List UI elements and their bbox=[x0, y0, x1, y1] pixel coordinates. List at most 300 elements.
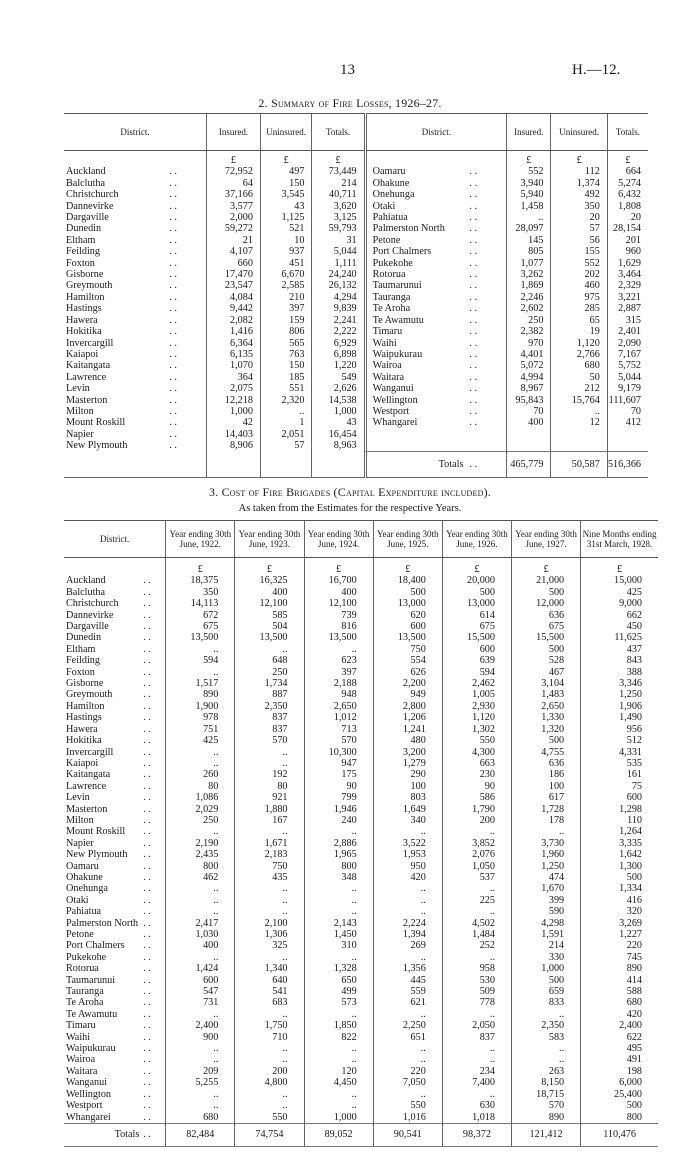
amount-cell: 1,591 bbox=[511, 929, 580, 940]
amount-cell: 3,620 bbox=[312, 201, 365, 212]
amount-cell: 837 bbox=[235, 712, 304, 723]
table-row: Wairoa . . .. .. .. .. .. .. 491 bbox=[64, 1054, 658, 1065]
amount-cell: .. bbox=[166, 826, 235, 837]
table-row: Dargaville . . 675 504 816 600 675 675 450 bbox=[64, 621, 658, 632]
table-row: Kaiapoi . . .. .. 947 1,279 663 636 535 bbox=[64, 758, 658, 769]
amount-cell: 2,887 bbox=[607, 303, 648, 314]
amount-cell: 2,400 bbox=[166, 1020, 235, 1031]
amount-cell: 202 bbox=[551, 269, 607, 280]
amount-cell: 651 bbox=[373, 1032, 442, 1043]
district-name: Taumarunui bbox=[365, 280, 469, 291]
amount-cell: 200 bbox=[235, 1066, 304, 1077]
pound-sign: £ bbox=[551, 151, 607, 167]
amount-cell: 745 bbox=[581, 952, 658, 963]
amount-cell: 15,000 bbox=[581, 575, 658, 586]
district-name: Te Awamutu bbox=[66, 1008, 118, 1020]
amount-cell: 1,450 bbox=[304, 929, 373, 940]
currency-row bbox=[64, 151, 648, 167]
table-row: Te Awamutu . . .. .. .. .. .. .. 420 bbox=[64, 1009, 658, 1020]
amount-cell: 2,417 bbox=[166, 918, 235, 929]
amount-cell: 397 bbox=[260, 303, 312, 314]
amount-cell: .. bbox=[235, 952, 304, 963]
amount-cell: 636 bbox=[511, 758, 580, 769]
amount-cell: .. bbox=[304, 826, 373, 837]
amount-cell: 175 bbox=[304, 769, 373, 780]
amount-cell: 500 bbox=[511, 975, 580, 986]
amount-cell: 521 bbox=[260, 223, 312, 234]
amount-cell: 623 bbox=[304, 655, 373, 666]
amount-cell: 13,000 bbox=[442, 598, 511, 609]
amount-cell: 5,274 bbox=[607, 178, 648, 189]
amount-cell: 958 bbox=[442, 963, 511, 974]
table-row: Lawrence . . 364 185 549 Waitara . . 4,994 50 5,044 bbox=[64, 372, 648, 383]
district-name: Foxton bbox=[66, 257, 95, 269]
amount-cell: 816 bbox=[304, 621, 373, 632]
table-row: Christchurch . . 14,113 12,100 12,100 13,000 13,000 12,000 9,000 bbox=[64, 598, 658, 609]
amount-cell: 590 bbox=[511, 906, 580, 917]
amount-cell: 3,335 bbox=[581, 838, 658, 849]
amount-cell: 250 bbox=[507, 315, 551, 326]
amount-cell: 70 bbox=[507, 406, 551, 417]
district-name: Dargaville bbox=[66, 212, 109, 224]
amount-cell: 50 bbox=[551, 372, 607, 383]
amount-cell: 42 bbox=[207, 417, 261, 428]
district-name: Te Awamutu bbox=[365, 315, 469, 326]
amount-cell: 1,000 bbox=[312, 406, 365, 417]
amount-cell: 663 bbox=[442, 758, 511, 769]
totals-label: Totals bbox=[365, 452, 469, 478]
district-name: Balclutha bbox=[66, 177, 106, 189]
district-name: Hamilton bbox=[66, 700, 105, 712]
amount-cell: 565 bbox=[260, 338, 312, 349]
amount-cell: 414 bbox=[581, 975, 658, 986]
table-row: Timaru . . 2,400 1,750 1,850 2,250 2,050 2,350 2,400 bbox=[64, 1020, 658, 1031]
district-name: Rotorua bbox=[365, 269, 469, 280]
table-row: Auckland . . 72,952 497 73,449 Oamaru . . 552 112 664 bbox=[64, 166, 648, 177]
amount-cell: 6,670 bbox=[260, 269, 312, 280]
amount-cell: 2,650 bbox=[511, 701, 580, 712]
district-name: Port Chalmers bbox=[365, 246, 469, 257]
table-row: Greymouth . . 23,547 2,585 26,132 Taumarunui . . 1,869 460 2,329 bbox=[64, 280, 648, 291]
table-row: Foxton . . 660 451 1,111 Pukekohe . . 1,077 552 1,629 bbox=[64, 258, 648, 269]
amount-cell: 1,808 bbox=[607, 201, 648, 212]
amount-cell: 537 bbox=[442, 872, 511, 883]
amount-cell: 620 bbox=[373, 610, 442, 621]
amount-cell: .. bbox=[235, 1054, 304, 1065]
district-name: Westport bbox=[66, 1100, 103, 1112]
amount-cell: 1,111 bbox=[312, 258, 365, 269]
amount-cell: 57 bbox=[260, 440, 312, 451]
amount-cell: 617 bbox=[511, 792, 580, 803]
amount-cell: 325 bbox=[235, 940, 304, 951]
table-row: Feilding . . 594 648 623 554 639 528 843 bbox=[64, 655, 658, 666]
amount-cell: .. bbox=[373, 826, 442, 837]
district-name: Greymouth bbox=[66, 280, 113, 292]
district-name: Waitara bbox=[66, 1065, 98, 1077]
amount-cell: 28,154 bbox=[607, 223, 648, 234]
amount-cell: 425 bbox=[581, 587, 658, 598]
amount-cell: 8,963 bbox=[312, 440, 365, 451]
district-name: Port Chalmers bbox=[66, 940, 125, 952]
amount-cell: 570 bbox=[235, 735, 304, 746]
amount-cell: .. bbox=[166, 667, 235, 678]
table-row: Tauranga . . 547 541 499 559 509 659 588 bbox=[64, 986, 658, 997]
amount-cell: 3,730 bbox=[511, 838, 580, 849]
amount-cell: 209 bbox=[166, 1066, 235, 1077]
district-name: Hawera bbox=[66, 723, 98, 735]
amount-cell: .. bbox=[373, 1089, 442, 1100]
header-1925: Year ending 30th June, 1925. bbox=[373, 521, 442, 558]
amount-cell: 6,135 bbox=[207, 349, 261, 360]
amount-cell: 185 bbox=[260, 372, 312, 383]
amount-cell: 43 bbox=[312, 417, 365, 428]
district-name: Gisborne bbox=[66, 269, 104, 281]
district-name: Wanganui bbox=[66, 1077, 108, 1089]
district-name: New Plymouth bbox=[66, 440, 128, 452]
district-name: Hastings bbox=[66, 303, 102, 315]
amount-cell: 21 bbox=[207, 235, 261, 246]
district-name: Onehunga bbox=[66, 883, 108, 895]
amount-cell: 15,764 bbox=[551, 395, 607, 406]
amount-cell: 3,269 bbox=[581, 918, 658, 929]
amount-cell: 12,218 bbox=[207, 395, 261, 406]
amount-cell: 6,929 bbox=[312, 338, 365, 349]
amount-cell: 1,869 bbox=[507, 280, 551, 291]
amount-cell: .. bbox=[442, 1089, 511, 1100]
amount-cell: 4,502 bbox=[442, 918, 511, 929]
amount-cell: 2,050 bbox=[442, 1020, 511, 1031]
amount-cell: 21,000 bbox=[511, 575, 580, 586]
amount-cell: 59,272 bbox=[207, 223, 261, 234]
total-cell: 110,476 bbox=[581, 1123, 658, 1146]
amount-cell: .. bbox=[235, 1100, 304, 1111]
table-row: Rotorua . . 1,424 1,340 1,328 1,356 958 1,000 890 bbox=[64, 963, 658, 974]
amount-cell: 1,300 bbox=[581, 861, 658, 872]
amount-cell: 1,000 bbox=[304, 1112, 373, 1124]
district-name: Wellington bbox=[66, 1088, 112, 1100]
amount-cell: 4,401 bbox=[507, 349, 551, 360]
amount-cell: 2,246 bbox=[507, 292, 551, 303]
pound-sign: £ bbox=[207, 151, 261, 167]
amount-cell: 950 bbox=[373, 861, 442, 872]
table-row: Gisborne . . 17,470 6,670 24,240 Rotorua . . 3,262 202 3,464 bbox=[64, 269, 648, 280]
district-name: Eltham bbox=[66, 234, 96, 246]
amount-cell: 350 bbox=[551, 201, 607, 212]
amount-cell: 155 bbox=[551, 246, 607, 257]
table-row: Balclutha . . 350 400 400 500 500 500 425 bbox=[64, 587, 658, 598]
table-row: Ohakune . . 462 435 348 420 537 474 500 bbox=[64, 872, 658, 883]
amount-cell: 800 bbox=[304, 861, 373, 872]
amount-cell: 420 bbox=[581, 1009, 658, 1020]
amount-cell: 90 bbox=[304, 781, 373, 792]
amount-cell: 1,298 bbox=[581, 804, 658, 815]
amount-cell: 145 bbox=[507, 235, 551, 246]
district-name: Petone bbox=[66, 929, 94, 940]
amount-cell: 2,320 bbox=[260, 395, 312, 406]
header-totals-left: Totals. bbox=[312, 114, 365, 151]
district-name: Masterton bbox=[66, 394, 108, 406]
total-cell: 121,412 bbox=[511, 1123, 580, 1146]
pound-sign: £ bbox=[581, 558, 658, 576]
amount-cell: 2,241 bbox=[312, 315, 365, 326]
district-name: Dargaville bbox=[66, 621, 109, 633]
amount-cell: 2,082 bbox=[207, 315, 261, 326]
table-row: Pukekohe . . .. .. .. .. .. 330 745 bbox=[64, 952, 658, 963]
amount-cell: 5,940 bbox=[507, 189, 551, 200]
district-name: Wairoa bbox=[66, 1054, 96, 1066]
amount-cell: .. bbox=[235, 1089, 304, 1100]
table-row: Masterton . . 12,218 2,320 14,538 Wellington . . 95,843 15,764 111,607 bbox=[64, 395, 648, 406]
amount-cell: 500 bbox=[511, 735, 580, 746]
amount-cell: 799 bbox=[304, 792, 373, 803]
amount-cell: .. bbox=[442, 1043, 511, 1054]
amount-cell: .. bbox=[442, 952, 511, 963]
amount-cell: 2,650 bbox=[304, 701, 373, 712]
amount-cell: 260 bbox=[166, 769, 235, 780]
header-district: District. bbox=[64, 521, 166, 558]
amount-cell: 1,120 bbox=[551, 338, 607, 349]
amount-cell: 1,250 bbox=[581, 689, 658, 700]
amount-cell: 263 bbox=[511, 1066, 580, 1077]
amount-cell: 310 bbox=[304, 940, 373, 951]
amount-cell: 178 bbox=[511, 815, 580, 826]
amount-cell: 680 bbox=[551, 360, 607, 371]
amount-cell: 1,000 bbox=[511, 963, 580, 974]
amount-cell: 499 bbox=[304, 986, 373, 997]
amount-cell: 192 bbox=[235, 769, 304, 780]
amount-cell: 3,346 bbox=[581, 678, 658, 689]
district-name: Christchurch bbox=[66, 189, 119, 201]
table-row: Waitara . . 209 200 120 220 234 263 198 bbox=[64, 1066, 658, 1077]
amount-cell: 4,294 bbox=[312, 292, 365, 303]
amount-cell: .. bbox=[166, 1089, 235, 1100]
amount-cell: 445 bbox=[373, 975, 442, 986]
amount-cell: 1,077 bbox=[507, 258, 551, 269]
amount-cell: 1,220 bbox=[312, 360, 365, 371]
pound-sign: £ bbox=[166, 558, 235, 576]
amount-cell: 805 bbox=[507, 246, 551, 257]
district-name: Oamaru bbox=[365, 166, 469, 177]
amount-cell: 167 bbox=[235, 815, 304, 826]
amount-cell: 549 bbox=[312, 372, 365, 383]
table-row: Hastings . . 9,442 397 9,839 Te Aroha . . 2,602 285 2,887 bbox=[64, 303, 648, 314]
pound-sign: £ bbox=[607, 151, 648, 167]
amount-cell: 7,400 bbox=[442, 1077, 511, 1088]
amount-cell: 495 bbox=[581, 1043, 658, 1054]
amount-cell: 110 bbox=[581, 815, 658, 826]
amount-cell: 1,330 bbox=[511, 712, 580, 723]
amount-cell: 460 bbox=[551, 280, 607, 291]
district-name: Waihi bbox=[365, 338, 469, 349]
amount-cell: 100 bbox=[511, 781, 580, 792]
pound-sign: £ bbox=[511, 558, 580, 576]
amount-cell: 1,850 bbox=[304, 1020, 373, 1031]
pound-sign: £ bbox=[373, 558, 442, 576]
district-name: Auckland bbox=[66, 166, 106, 178]
amount-cell: 364 bbox=[207, 372, 261, 383]
amount-cell: .. bbox=[235, 644, 304, 655]
amount-cell: 28,097 bbox=[507, 223, 551, 234]
amount-cell: 552 bbox=[507, 166, 551, 177]
amount-cell: 1,642 bbox=[581, 849, 658, 860]
amount-cell: .. bbox=[442, 883, 511, 894]
amount-cell: 18,375 bbox=[166, 575, 235, 586]
district-name: Kaitangata bbox=[66, 769, 111, 781]
district-name: Te Aroha bbox=[66, 997, 104, 1009]
district-name: Hastings bbox=[66, 712, 102, 724]
header-1927: Year ending 30th June, 1927. bbox=[511, 521, 580, 558]
amount-cell: 252 bbox=[442, 940, 511, 951]
amount-cell: 948 bbox=[304, 689, 373, 700]
amount-cell: 2,350 bbox=[511, 1020, 580, 1031]
amount-cell: 541 bbox=[235, 986, 304, 997]
document-reference: H.—12. bbox=[572, 62, 621, 78]
amount-cell: 2,183 bbox=[235, 849, 304, 860]
amount-cell: 1,734 bbox=[235, 678, 304, 689]
amount-cell: 400 bbox=[166, 940, 235, 951]
amount-cell: 4,755 bbox=[511, 747, 580, 758]
amount-cell: 230 bbox=[442, 769, 511, 780]
amount-cell: 2,090 bbox=[607, 338, 648, 349]
district-name: Wanganui bbox=[365, 383, 469, 394]
amount-cell: 552 bbox=[551, 258, 607, 269]
amount-cell: 2,585 bbox=[260, 280, 312, 291]
amount-cell: 1,458 bbox=[507, 201, 551, 212]
cost-title: 3. Cost of Fire Brigades (Capital Expenditure included). bbox=[208, 485, 491, 499]
header-1924: Year ending 30th June, 1924. bbox=[304, 521, 373, 558]
table-row: Te Aroha . . 731 683 573 621 778 833 680 bbox=[64, 997, 658, 1008]
amount-cell: .. bbox=[304, 1054, 373, 1065]
amount-cell: 921 bbox=[235, 792, 304, 803]
amount-cell: 13,500 bbox=[304, 632, 373, 643]
amount-cell: 340 bbox=[373, 815, 442, 826]
amount-cell: 822 bbox=[304, 1032, 373, 1043]
amount-cell: 554 bbox=[373, 655, 442, 666]
summary-title: 2. Summary of Fire Losses, 1926–27. bbox=[258, 96, 442, 110]
amount-cell: 37,166 bbox=[207, 189, 261, 200]
district-name: Ohakune bbox=[365, 178, 469, 189]
district-name: Timaru bbox=[365, 326, 469, 337]
amount-cell: 664 bbox=[607, 166, 648, 177]
header-1923: Year ending 30th June, 1923. bbox=[235, 521, 304, 558]
amount-cell: 14,113 bbox=[166, 598, 235, 609]
amount-cell: 2,143 bbox=[304, 918, 373, 929]
amount-cell: 2,250 bbox=[373, 1020, 442, 1031]
district-name: Greymouth bbox=[66, 689, 113, 701]
cost-subtitle: As taken from the Estimates for the respective Years. bbox=[238, 503, 462, 514]
amount-cell: 7,167 bbox=[607, 349, 648, 360]
district-name: Gisborne bbox=[66, 678, 104, 690]
amount-cell: 947 bbox=[304, 758, 373, 769]
amount-cell: 2,602 bbox=[507, 303, 551, 314]
amount-cell: 1,880 bbox=[235, 804, 304, 815]
amount-cell: 500 bbox=[511, 587, 580, 598]
amount-cell: 10,300 bbox=[304, 747, 373, 758]
amount-cell: 2,626 bbox=[312, 383, 365, 394]
totals-label: Totals bbox=[64, 1123, 143, 1146]
district-name: Westport bbox=[365, 406, 469, 417]
amount-cell: 528 bbox=[511, 655, 580, 666]
amount-cell: .. bbox=[235, 758, 304, 769]
amount-cell: .. bbox=[511, 1009, 580, 1020]
district-name: Kaiapoi bbox=[66, 348, 99, 360]
total-cell: 50,587 bbox=[551, 452, 607, 478]
amount-cell: .. bbox=[235, 895, 304, 906]
amount-cell: 90 bbox=[442, 781, 511, 792]
amount-cell: 570 bbox=[304, 735, 373, 746]
district-name: Pukekohe bbox=[66, 951, 107, 963]
amount-cell: 1,070 bbox=[207, 360, 261, 371]
amount-cell: 621 bbox=[373, 997, 442, 1008]
table-row: Petone . . 1,030 1,306 1,450 1,394 1,484 1,591 1,227 bbox=[64, 929, 658, 940]
amount-cell: 210 bbox=[260, 292, 312, 303]
amount-cell: .. bbox=[442, 1054, 511, 1065]
amount-cell: 731 bbox=[166, 997, 235, 1008]
page-header bbox=[0, 62, 700, 82]
amount-cell: .. bbox=[166, 747, 235, 758]
amount-cell: 6,432 bbox=[607, 189, 648, 200]
district-name: Waihi bbox=[66, 1031, 91, 1043]
district-name: Eltham bbox=[66, 643, 96, 655]
total-cell: 82,484 bbox=[166, 1123, 235, 1146]
amount-cell: 8,150 bbox=[511, 1077, 580, 1088]
amount-cell: .. bbox=[507, 212, 551, 223]
header-insured-left: Insured. bbox=[207, 114, 261, 151]
amount-cell: .. bbox=[511, 1054, 580, 1065]
amount-cell: 397 bbox=[304, 667, 373, 678]
amount-cell: 225 bbox=[442, 895, 511, 906]
table-row: Invercargill . . .. .. 10,300 3,200 4,300 4,755 4,331 bbox=[64, 747, 658, 758]
amount-cell: 622 bbox=[581, 1032, 658, 1043]
amount-cell: 648 bbox=[235, 655, 304, 666]
amount-cell: 1,016 bbox=[373, 1112, 442, 1124]
page-number: 13 bbox=[340, 62, 355, 78]
amount-cell: .. bbox=[304, 906, 373, 917]
amount-cell: 559 bbox=[373, 986, 442, 997]
amount-cell: 600 bbox=[581, 792, 658, 803]
amount-cell: 18,715 bbox=[511, 1089, 580, 1100]
amount-cell: 5,044 bbox=[607, 372, 648, 383]
district-name: Pahiatua bbox=[66, 906, 102, 918]
amount-cell: 285 bbox=[551, 303, 607, 314]
table-row: Masterton . . 2,029 1,880 1,946 1,649 1,790 1,728 1,298 bbox=[64, 804, 658, 815]
amount-cell: 509 bbox=[442, 986, 511, 997]
amount-cell: 3,262 bbox=[507, 269, 551, 280]
district-name: New Plymouth bbox=[66, 849, 128, 861]
amount-cell: 1,490 bbox=[581, 712, 658, 723]
amount-cell: 234 bbox=[442, 1066, 511, 1077]
table-row: Hamilton . . 1,900 2,350 2,650 2,800 2,930 2,650 1,906 bbox=[64, 701, 658, 712]
amount-cell: 500 bbox=[581, 872, 658, 883]
amount-cell: 2,886 bbox=[304, 838, 373, 849]
amount-cell: 626 bbox=[373, 667, 442, 678]
amount-cell: 64 bbox=[207, 178, 261, 189]
amount-cell: 672 bbox=[166, 610, 235, 621]
header-district-left: District. bbox=[64, 114, 207, 151]
amount-cell: 659 bbox=[511, 986, 580, 997]
amount-cell: 480 bbox=[373, 735, 442, 746]
amount-cell: 15,500 bbox=[511, 632, 580, 643]
district-name: Pukekohe bbox=[365, 258, 469, 269]
amount-cell: 2,435 bbox=[166, 849, 235, 860]
amount-cell: 72,952 bbox=[207, 166, 261, 177]
amount-cell: 3,522 bbox=[373, 838, 442, 849]
amount-cell: 350 bbox=[166, 587, 235, 598]
amount-cell: 2,222 bbox=[312, 326, 365, 337]
amount-cell: 80 bbox=[235, 781, 304, 792]
amount-cell: 43 bbox=[260, 201, 312, 212]
amount-cell: .. bbox=[304, 883, 373, 894]
